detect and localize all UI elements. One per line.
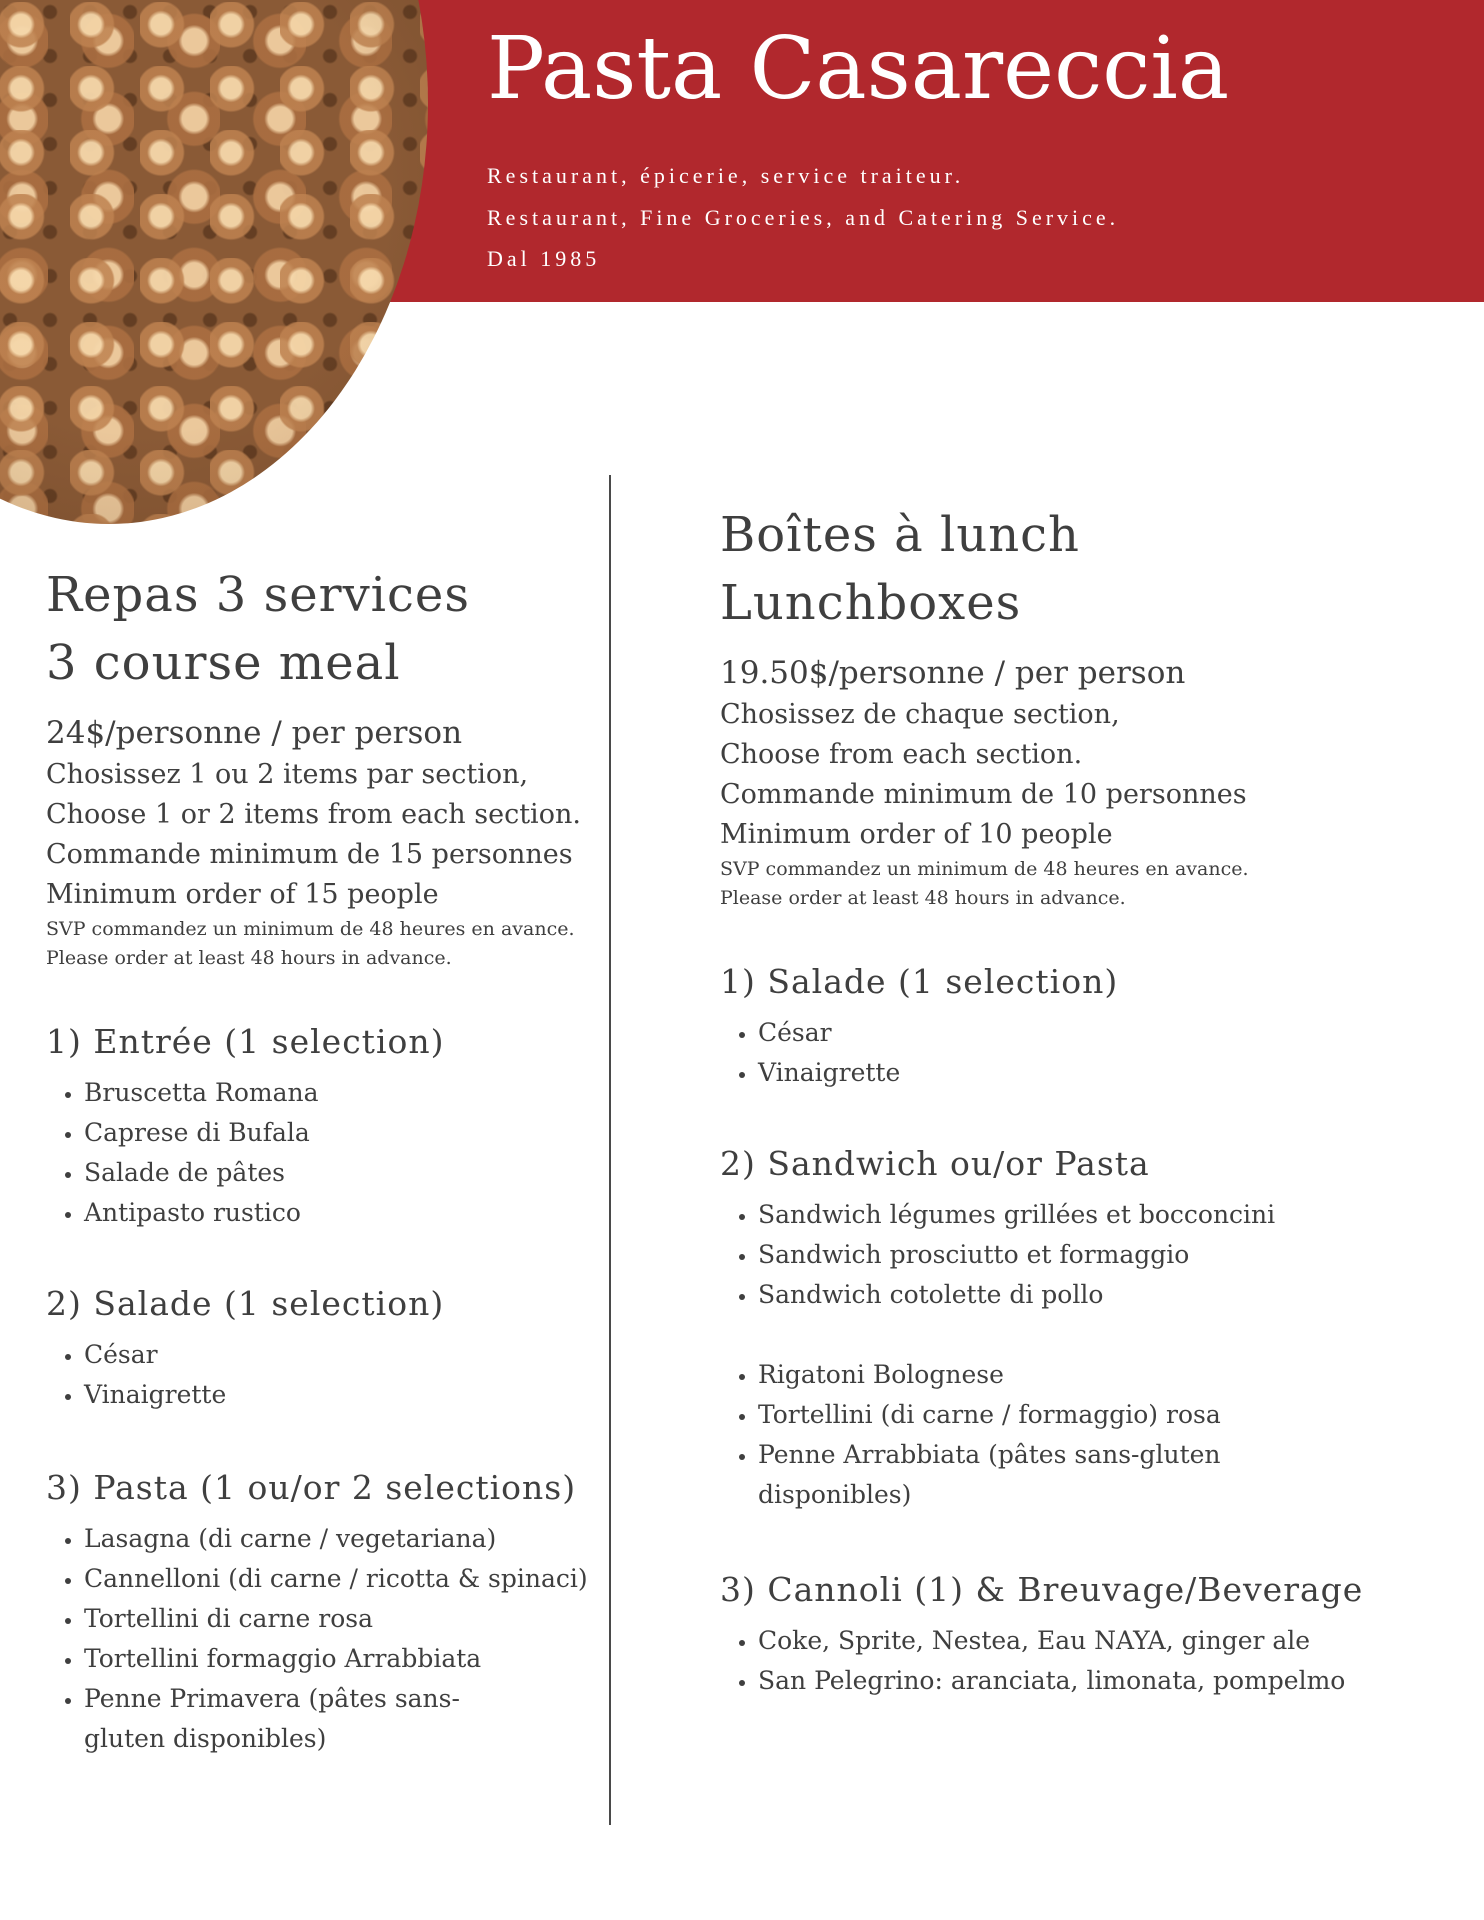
right-note-line: Please order at least 48 hours in advance. [720, 887, 1126, 909]
lunchbox-column [720, 501, 1460, 1701]
list-item: • Antipasto rustico [84, 1193, 606, 1233]
list-item: • César [758, 1013, 1460, 1053]
list-item: • Vinaigrette [84, 1375, 606, 1415]
left-section-entree-title: 1) Entrée (1 selection) [46, 1022, 445, 1061]
left-info-line: Minimum order of 15 people [46, 879, 439, 910]
list-item: • Salade de pâtes [84, 1153, 606, 1193]
right-info-line: Chosissez de chaque section, [720, 699, 1120, 730]
list-item: • Rigatoni Bolognese [758, 1355, 1460, 1395]
pasta-photo [0, 0, 428, 524]
tagline-english: Restaurant, Fine Groceries, and Catering Service. [487, 205, 1120, 230]
left-section-salade-list [46, 1335, 606, 1415]
right-section-salade-list [720, 1013, 1460, 1093]
tagline-french: Restaurant, épicerie, service traiteur. [487, 163, 965, 188]
left-title-english: 3 course meal [46, 635, 401, 691]
list-item: • Tortellini formaggio Arrabbiata [84, 1639, 574, 1679]
right-section-sandwich-title: 2) Sandwich ou/or Pasta [720, 1144, 1150, 1183]
left-section-pasta-list [46, 1519, 588, 1759]
left-info-line: Chosissez 1 ou 2 items par section, [46, 759, 529, 790]
list-item: • Coke, Sprite, Nestea, Eau NAYA, ginger ale [758, 1621, 1460, 1661]
list-item: • Tortellini (di carne / formaggio) rosa [758, 1395, 1460, 1435]
left-price: 24$/personne / per person [46, 715, 463, 751]
list-item: • Sandwich légumes grillées et bocconcini [758, 1195, 1460, 1235]
right-note-line: SVP commandez un minimum de 48 heures en avance. [720, 858, 1249, 880]
list-item: • Bruscetta Romana [84, 1073, 606, 1113]
restaurant-title: Pasta Casareccia [487, 19, 1230, 119]
left-section-pasta-title: 3) Pasta (1 ou/or 2 selections) [46, 1468, 577, 1507]
right-section-cannoli-title: 3) Cannoli (1) & Breuvage/Beverage [720, 1570, 1364, 1609]
list-item: • Lasagna (di carne / vegetariana) [84, 1519, 574, 1559]
list-item: • Tortellini di carne rosa [84, 1599, 574, 1639]
right-info-line: Choose from each section. [720, 739, 1083, 770]
right-title-french: Boîtes à lunch [720, 507, 1080, 563]
list-item: • San Pelegrino: aranciata, limonata, pompelmo [758, 1661, 1460, 1701]
left-title-french: Repas 3 services [46, 567, 470, 623]
list-item: • Vinaigrette [758, 1053, 1460, 1093]
three-course-meal-column [46, 561, 606, 1759]
list-item: • César [84, 1335, 606, 1375]
right-section-sandwich-list [720, 1195, 1460, 1315]
left-section-salade-title: 2) Salade (1 selection) [46, 1284, 445, 1323]
left-info-line: Choose 1 or 2 items from each section. [46, 799, 581, 830]
right-section-salade-title: 1) Salade (1 selection) [720, 962, 1119, 1001]
right-section-pasta-list [720, 1355, 1460, 1515]
list-item: • Penne Primavera (pâtes sans-gluten disponibles) [84, 1679, 514, 1759]
left-note-line: SVP commandez un minimum de 48 heures en avance. [46, 918, 575, 940]
column-divider [609, 475, 611, 1825]
right-title-english: Lunchboxes [720, 575, 1022, 631]
right-info-line: Commande minimum de 10 personnes [720, 779, 1247, 810]
list-item: • Penne Arrabbiata (pâtes sans-gluten disponibles) [758, 1435, 1228, 1515]
right-price: 19.50$/personne / per person [720, 655, 1186, 691]
left-section-entree-list [46, 1073, 606, 1233]
list-item: • Cannelloni (di carne / ricotta & spinaci) [84, 1559, 574, 1599]
list-item: • Sandwich prosciutto et formaggio [758, 1235, 1460, 1275]
left-note-line: Please order at least 48 hours in advance. [46, 947, 452, 969]
tagline-since: Dal 1985 [487, 246, 601, 271]
left-info-line: Commande minimum de 15 personnes [46, 839, 573, 870]
right-info-line: Minimum order of 10 people [720, 819, 1113, 850]
list-item: • Caprese di Bufala [84, 1113, 606, 1153]
photo-shade [0, 0, 428, 524]
right-section-cannoli-list [720, 1621, 1460, 1701]
list-item: • Sandwich cotolette di pollo [758, 1275, 1460, 1315]
